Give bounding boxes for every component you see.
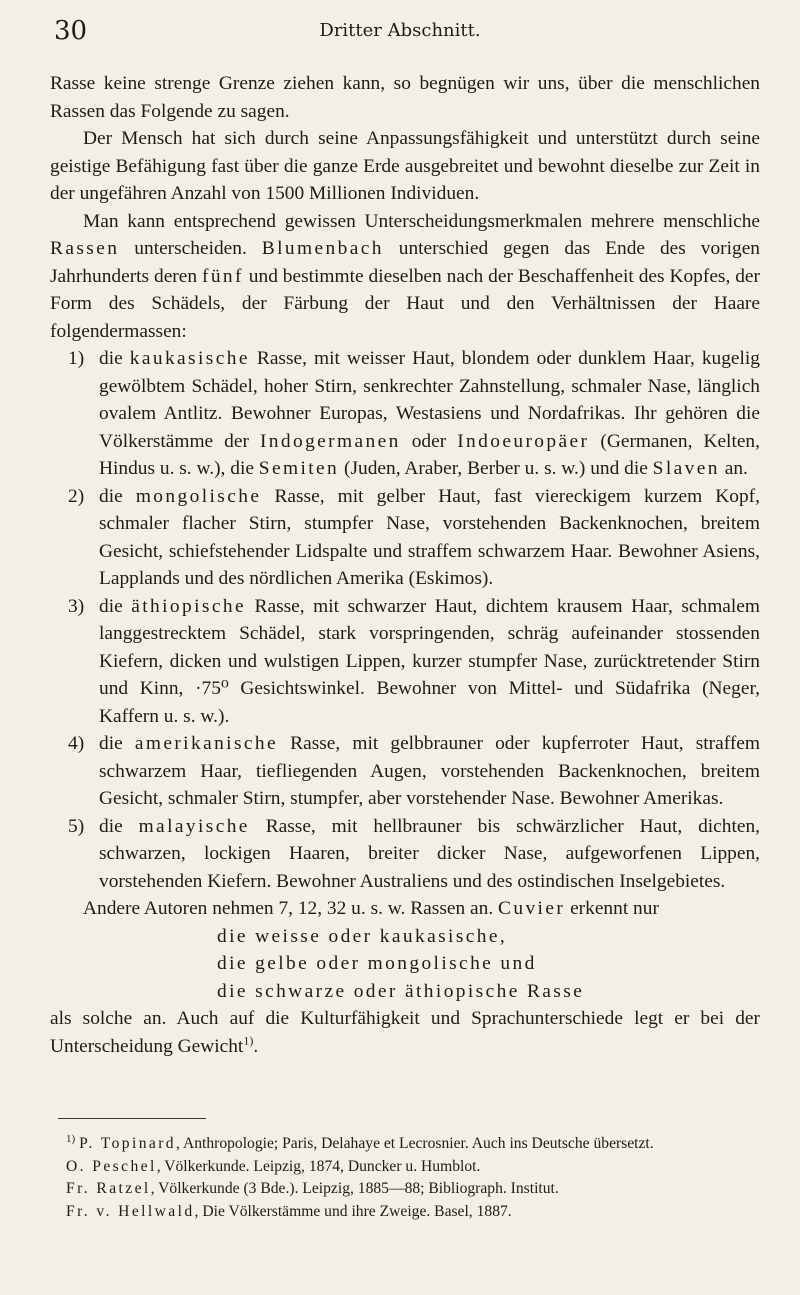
race-item-mongolian: 2) die mongolische Rasse, mit gelber Haut, fast viereckigem kurzem Kopf, schmaler flacher Stirn, stumpfer Nase, vorstehenden Backenknochen, breitem Gesicht, schiefstehender Lidspalte und straffem schwarzem Haar. Bewohner Asiens, Lapplands und des nördlichen Amerika (Eskimos). xyxy=(50,483,760,593)
list-number: 2) xyxy=(68,485,85,507)
footnote-entry: $^{1)}$ P. Topinard, Anthropologie; Paris, Delahaye et Lecrosnier. Auch ins Deutsche übersetzt. xyxy=(66,1133,654,1153)
race-list xyxy=(50,345,760,895)
paragraph-blumenbach: Man kann entsprechend gewissen Unterscheidungsmerkmalen mehrere menschliche Rassen unterscheiden. Blumenbach unterschied gegen das Ende des vorigen Jahrhunderts deren fünf und bestimmte dieselben nach der Beschaffenheit des Kopfes, der Form des Schädels, der Färbung der Haut und den Verhältnissen der Haare folgendermassen: xyxy=(50,210,760,342)
footnote-author: Fr. Ratzel xyxy=(66,1180,151,1198)
list-number: 3) xyxy=(68,595,85,617)
footnote-author: Fr. v. Hellwald xyxy=(66,1202,195,1220)
running-title: Dritter Abschnitt. xyxy=(319,20,481,41)
cuvier-classes xyxy=(50,923,760,1006)
race-item-caucasian: 1) die kaukasische Rasse, mit weisser Haut, blondem oder dunklem Haar, kugelig gewölbtem Schädel, hoher Stirn, senkrechter Zahnstellung, schmaler Nase, länglich ovalem Antlitz. Bewohner Europas, Westasiens und Nordafrikas. Ihr gehören die Völkerstämme der Indogermanen oder Indoeuropäer (Germanen, Kelten, Hindus u. s. w.), die Semiten (Juden, Araber, Berber u. s. w.) und die Slaven an. xyxy=(50,345,760,483)
footnote-divider xyxy=(58,1118,206,1119)
list-number: 4) xyxy=(68,733,85,754)
race-name: kaukasische xyxy=(129,348,250,369)
class-line: die gelbe oder mongolische und xyxy=(217,953,537,974)
race-name: amerikanische xyxy=(134,733,279,754)
race-name: mongolische xyxy=(135,485,262,507)
footnote-author: P. Topinard xyxy=(79,1135,177,1153)
page-number: 30 xyxy=(54,16,88,46)
spaced-term-rassen: Rassen xyxy=(50,238,120,259)
class-line: die schwarze oder äthiopische Rasse xyxy=(217,980,585,1002)
race-name: malayische xyxy=(138,815,250,837)
spaced-term-fuenf: fünf xyxy=(201,265,244,287)
footnote-entry: Fr. Ratzel, Völkerkunde (3 Bde.). Leipzig, 1885—88; Bibliograph. Institut. xyxy=(66,1180,559,1198)
footnote-mark: 1) xyxy=(66,1133,76,1145)
race-name: äthiopische xyxy=(131,595,246,617)
page-header xyxy=(0,12,800,52)
main-text xyxy=(50,70,760,1060)
footnotes xyxy=(50,1128,760,1223)
class-line: die weisse oder kaukasische, xyxy=(217,925,508,947)
list-number: 5) xyxy=(68,815,85,837)
paragraph-other-authors: Andere Autoren nehmen 7, 12, 32 u. s. w. Rassen an. Cuvier erkennt nur xyxy=(83,898,659,919)
author-cuvier: Cuvier xyxy=(498,898,566,919)
footnote-entry: Fr. v. Hellwald, Die Völkerstämme und ihre Zweige. Basel, 1887. xyxy=(66,1202,512,1220)
paragraph-continuation: Rasse keine strenge Grenze ziehen kann, so begnügen wir uns, über die menschlichen Rassen das Folgende zu sagen. xyxy=(50,73,760,122)
paragraph-closing: als solche an. Auch auf die Kulturfähigkeit und Sprachunterschiede legt er bei der Unterscheidung Gewicht$^{1)}$. xyxy=(50,1008,760,1057)
race-item-american: 4) die amerikanische Rasse, mit gelbbrauner oder kupferroter Haut, straffem schwarzem Haar, tiefliegenden Augen, vorstehenden Backenknochen, breitem Gesicht, schmaler Stirn, stumpfer, aber vorstehender Nase. Bewohner Amerikas. xyxy=(50,730,760,813)
footnote-reference[interactable]: 1) xyxy=(243,1033,254,1048)
race-item-malay: 5) die malayische Rasse, mit hellbrauner bis schwärzlicher Haut, dichten, schwarzen, lockigen Haaren, breiter dicker Nase, aufgeworfenen Lippen, vorstehenden Kiefern. Bewohner Australiens und des ostindischen Inselgebietes. xyxy=(50,813,760,896)
footnote-entry: O. Peschel, Völkerkunde. Leipzig, 1874, Duncker u. Humblot. xyxy=(66,1157,481,1175)
list-number: 1) xyxy=(68,348,85,369)
author-blumenbach: Blumenbach xyxy=(261,238,384,259)
race-item-ethiopian: 3) die äthiopische Rasse, mit schwarzer Haut, dichtem krausem Haar, schmalem langgestrecktem Schädel, stark vorspringenden, schräg aufeinander stossenden Kiefern, dicken und wulstigen Lippen, kurzer stumpfer Nase, zurücktretender Stirn und Kinn, ·75⁰ Gesichtswinkel. Bewohner von Mittel- und Südafrika (Neger, Kaffern u. s. w.). xyxy=(50,593,760,731)
footnote-author: O. Peschel xyxy=(66,1157,157,1175)
paragraph-population: Der Mensch hat sich durch seine Anpassungsfähigkeit und unterstützt durch seine geistige Befähigung fast über die ganze Erde ausgebreitet und bewohnt dieselbe zur Zeit in der ungefähren Anzahl von 1500 Millionen Individuen. xyxy=(50,128,760,204)
